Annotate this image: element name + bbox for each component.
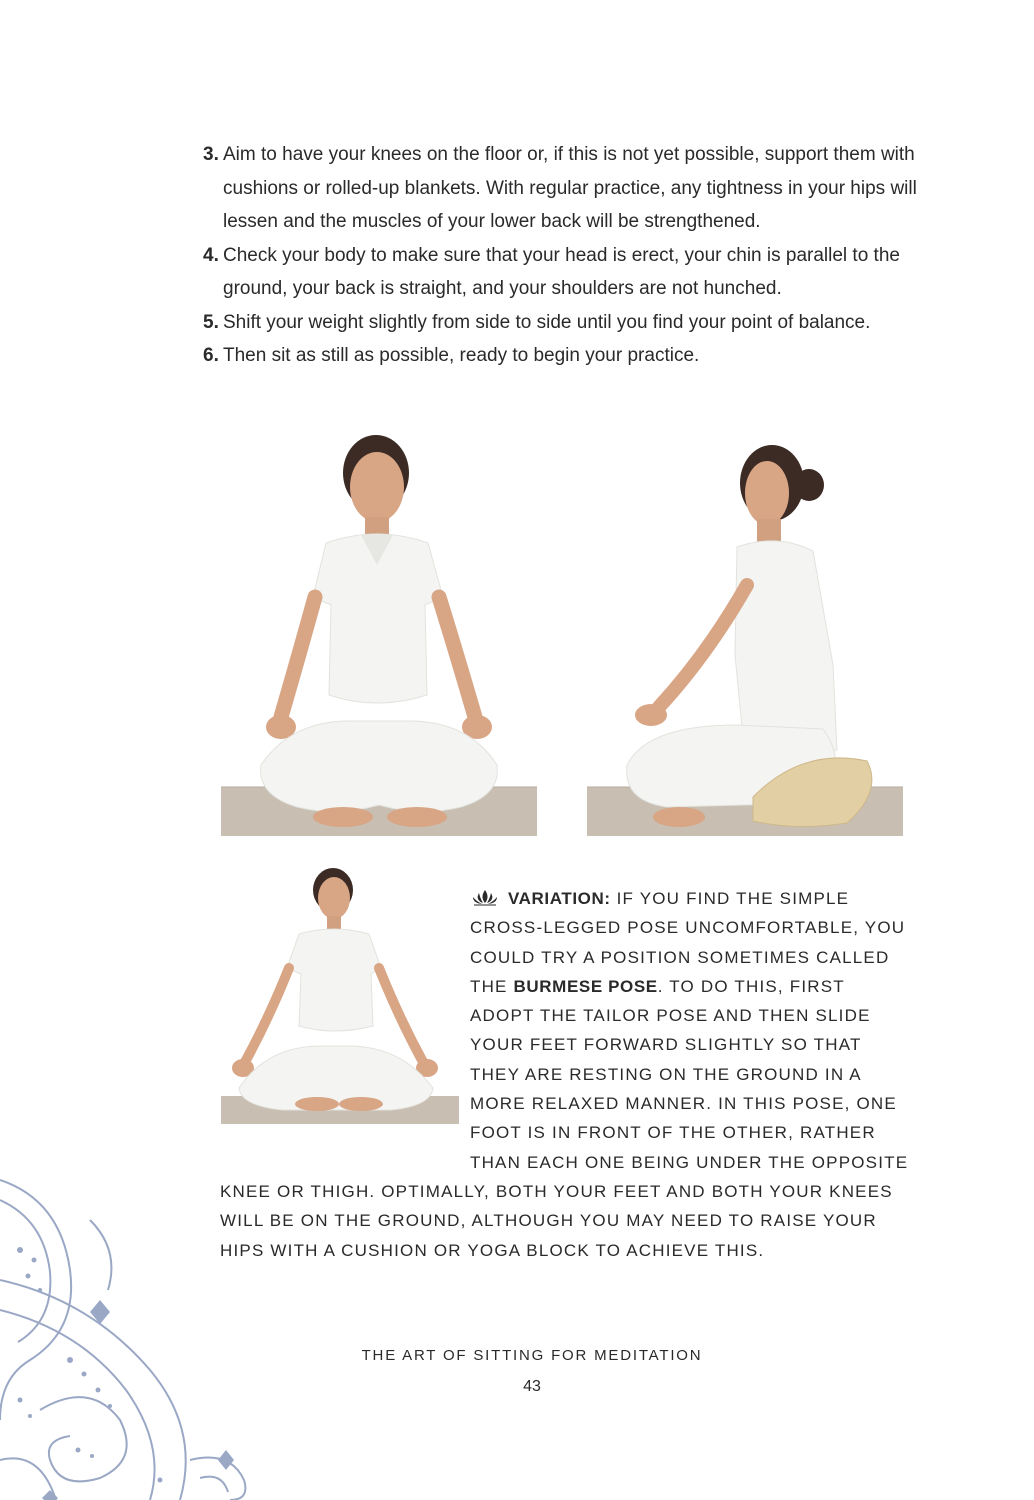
lotus-icon <box>470 888 500 906</box>
step-number: 4. <box>203 244 219 266</box>
photo-wrap-spacer <box>220 884 470 1148</box>
step-5 <box>203 306 923 340</box>
step-text: Aim to have your knees on the floor or, if this is not yet possible, support them with cushions or rolled-up blankets. With regular practice, any tightness in your hips will lessen and the muscles of your lower back will be strengthened. <box>223 144 917 232</box>
step-number: 5. <box>203 311 219 333</box>
step-text: Check your body to make sure that your head is erect, your chin is parallel to the ground, your back is straight, and your shoulders are not hunched. <box>223 244 900 299</box>
step-number: 3. <box>203 144 219 165</box>
variation-note <box>220 884 910 1265</box>
step-3 <box>203 138 923 239</box>
instruction-steps <box>203 138 923 373</box>
step-6 <box>203 339 923 373</box>
variation-term: BURMESE POSE <box>513 976 658 996</box>
running-footer-title: THE ART OF SITTING FOR MEDITATION <box>361 1347 703 1364</box>
variation-label: VARIATION: <box>508 889 611 908</box>
step-text: Shift your weight slightly from side to side until you find your point of balance. <box>223 311 871 333</box>
paisley-ornament-icon <box>0 1160 262 1500</box>
cross-legged-front-illustration <box>221 425 537 836</box>
variation-text-before: IF YOU FIND THE SIMPLE CROSS-LEGGED POSE UNCOMFORTABLE, YOU COULD TRY A POSITION SOMETIMES CALLED THE <box>470 889 906 996</box>
side-view-illustration <box>587 425 903 836</box>
step-4 <box>203 239 923 306</box>
page-number: 43 <box>523 1378 541 1395</box>
photo-front-view-cross-legged <box>221 425 537 836</box>
step-text: Then sit as still as possible, ready to begin your practice. <box>223 345 700 366</box>
step-number: 6. <box>203 345 219 366</box>
photo-side-view-on-cushion <box>587 425 903 836</box>
variation-text-after: . TO DO THIS, FIRST ADOPT THE TAILOR POSE AND THEN SLIDE YOUR FEET FORWARD SLIGHTLY SO THAT THEY ARE RESTING ON THE GROUND IN A MORE RELAXED MANNER. IN THIS POSE, ONE FOOT IS IN FRONT OF THE OTHER, RATHER THAN EACH ONE BEING UNDER THE OPPOSITE KNEE OR THIGH. OPTIMALLY, BOTH YOUR FEET AND BOTH YOUR KNEES WILL BE ON THE GROUND, ALTHOUGH YOU MAY NEED TO RAISE YOUR HIPS WITH A CUSHION OR YOGA BLOCK TO ACHIEVE THIS. <box>220 976 909 1260</box>
